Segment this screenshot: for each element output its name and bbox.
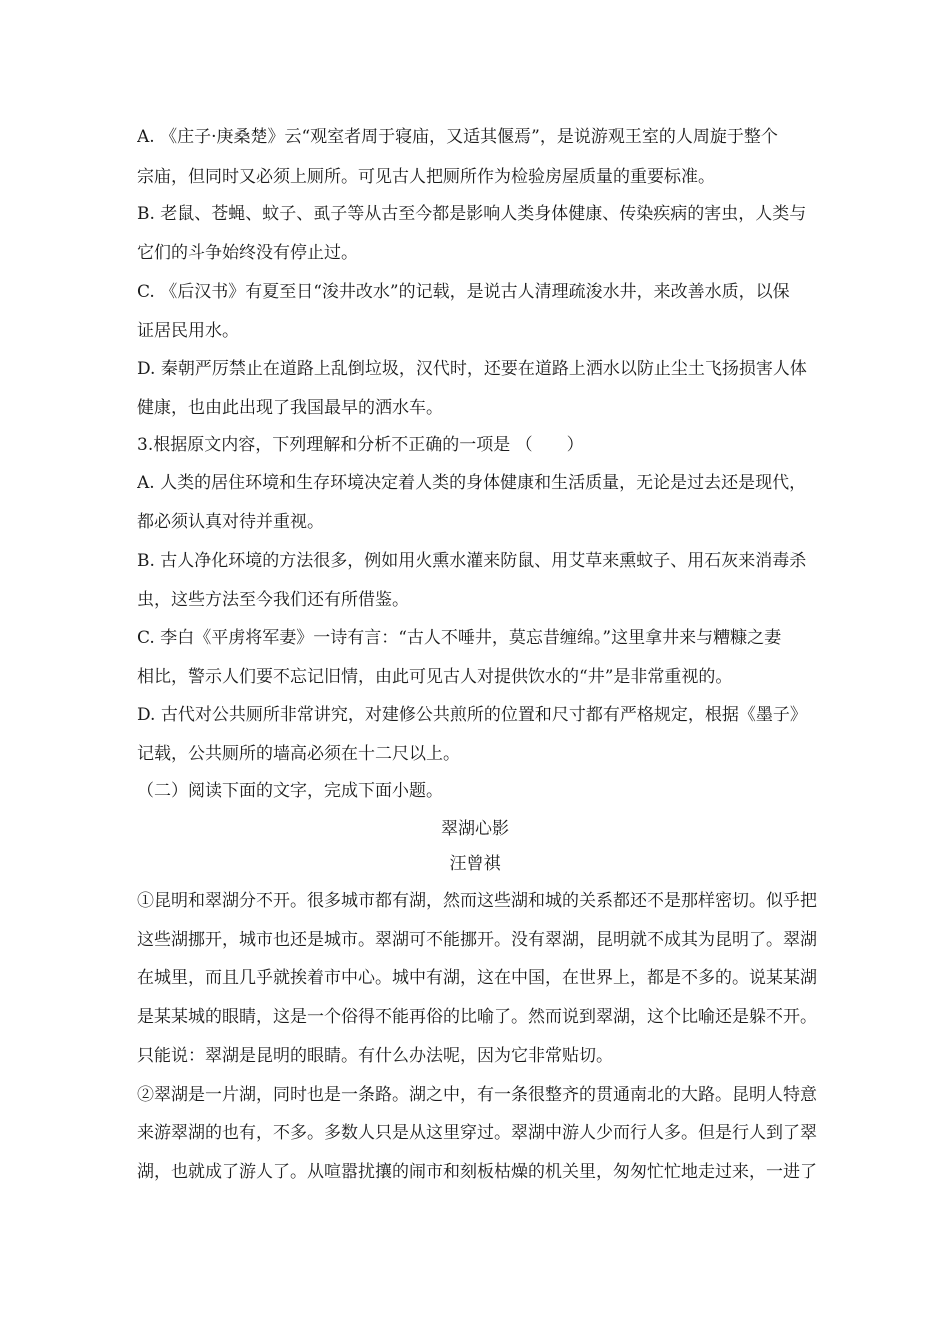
option-d-line-1: D. 秦朝严厉禁止在道路上乱倒垃圾，汉代时，还要在道路上洒水以防止尘土飞扬损害人体 [137,359,807,379]
article-author: 汪曾祺 [449,854,501,874]
paragraph-1-line-1: ①昆明和翠湖分不开。很多城市都有湖，然而这些湖和城的关系都还不是那样密切。似乎把 [137,891,817,911]
paragraph-2-line-2: 来游翠湖的也有，不多。多数人只是从这里穿过。翠湖中游人少而行人多。但是行人到了翠 [137,1123,817,1143]
paragraph-1-line-5: 只能说：翠湖是昆明的眼睛。有什么办法呢，因为它非常贴切。 [137,1046,613,1066]
paragraph-1-line-3: 在城里，而且几乎就挨着市中心。城中有湖，这在中国，在世界上，都是不多的。说某某湖 [137,968,817,988]
option-d-line-2: 健康，也由此出现了我国最早的洒水车。 [137,398,443,418]
option-a-line-2: 宗庙，但同时又必须上厕所。可见古人把厕所作为检验房屋质量的重要标准。 [137,167,715,187]
section-heading: （二）阅读下面的文字，完成下面小题。 [137,781,443,801]
option-c-line-2: 证居民用水。 [137,321,239,341]
q3-option-a-line-1: A. 人类的居住环境和生存环境决定着人类的身体健康和生活质量，无论是过去还是现代， [137,473,807,493]
paragraph-1-line-4: 是某某城的眼睛，这是一个俗得不能再俗的比喻了。然而说到翠湖，这个比喻还是躲不开。 [137,1007,817,1027]
question-3-stem: 3.根据原文内容，下列理解和分析不正确的一项是 （ ） [137,435,584,455]
option-b-line-2: 它们的斗争始终没有停止过。 [137,243,358,263]
option-c-line-1: C. 《后汉书》有夏至日“浚井改水”的记载，是说古人清理疏浚水井，来改善水质，以保 [137,282,790,302]
q3-option-b-line-1: B. 古人净化环境的方法很多，例如用火熏水灌来防鼠、用艾草来熏蚊子、用石灰来消毒杀 [137,551,807,571]
q3-option-c-line-2: 相比，警示人们要不忘记旧情，由此可见古人对提供饮水的“井”是非常重视的。 [137,667,733,687]
q3-option-c-line-1: C. 李白《平虏将军妻》一诗有言：“古人不唾井，莫忘昔缠绵。”这里拿井来与糟糠之妻 [137,628,782,648]
q3-option-b-line-2: 虫，这些方法至今我们还有所借鉴。 [137,590,409,610]
q3-option-a-line-2: 都必须认真对待并重视。 [137,512,324,532]
paragraph-1-line-2: 这些湖挪开，城市也还是城市。翠湖可不能挪开。没有翠湖，昆明就不成其为昆明了。翠湖 [137,930,817,950]
paragraph-2-line-1: ②翠湖是一片湖，同时也是一条路。湖之中，有一条很整齐的贯通南北的大路。昆明人特意 [137,1085,817,1105]
option-b-line-1: B. 老鼠、苍蝇、蚊子、虱子等从古至今都是影响人类身体健康、传染疾病的害虫，人类与 [137,204,807,224]
option-a-line-1: A. 《庄子·庚桑楚》云“观室者周于寝庙，又适其偃焉”，是说游观王室的人周旋于整个 [137,127,778,147]
article-title: 翠湖心影 [441,819,509,839]
paragraph-2-line-3: 湖，也就成了游人了。从喧嚣扰攘的闹市和刻板枯燥的机关里，匆匆忙忙地走过来，一进了 [137,1162,817,1182]
q3-option-d-line-1: D. 古代对公共厕所非常讲究，对建修公共煎所的位置和尺寸都有严格规定，根据《墨子》 [137,705,807,725]
q3-option-d-line-2: 记载，公共厕所的墙高必须在十二尺以上。 [137,744,460,764]
